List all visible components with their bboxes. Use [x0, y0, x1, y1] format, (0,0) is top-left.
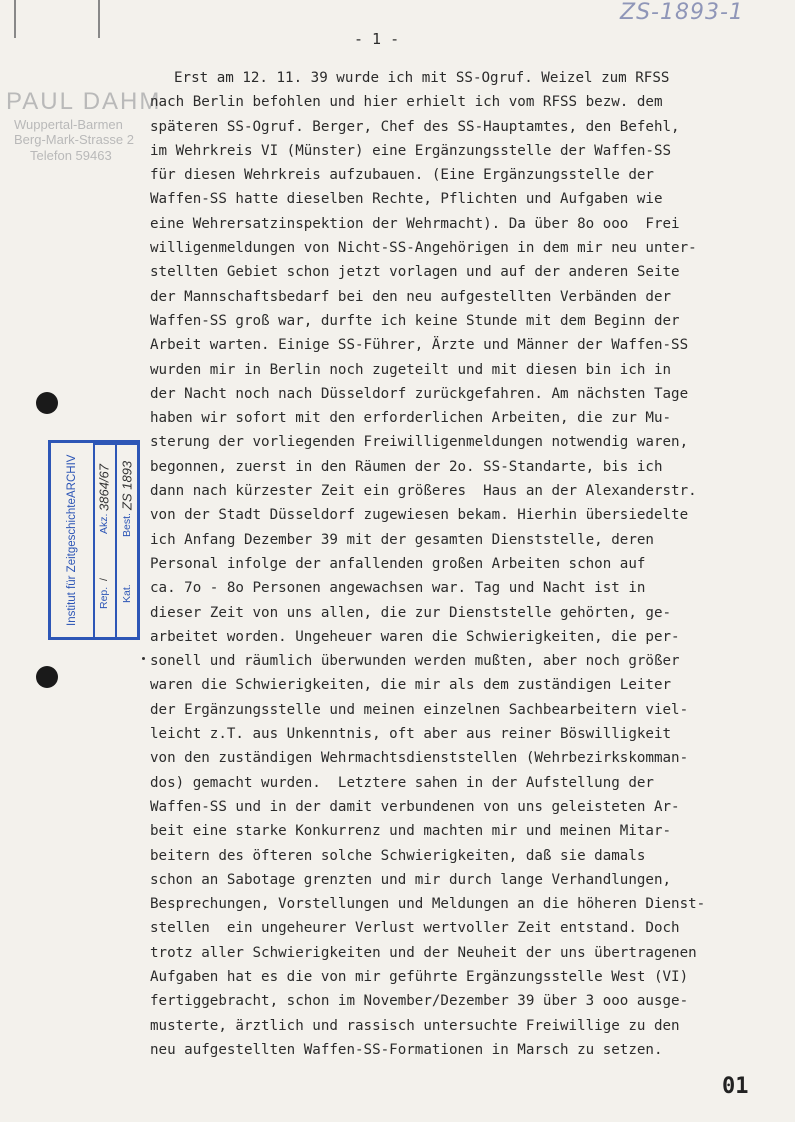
- text-line: Arbeit warten. Einige SS-Führer, Ärzte und Männer der Waffen-SS: [150, 337, 689, 354]
- folio-number: 01: [722, 1074, 749, 1099]
- text-line: von der Stadt Düsseldorf zugewiesen bekam. Hierhin übersiedelte: [150, 507, 689, 524]
- text-line: trotz aller Schwierigkeiten und der Neuheit der uns übertragenen: [150, 944, 697, 961]
- punch-hole: [36, 666, 58, 688]
- text-line: dos) gemacht wurden. Letztere sahen in der Aufstellung der: [150, 774, 654, 791]
- text-line: schon an Sabotage grenzten und mir durch lange Verhandlungen,: [150, 871, 672, 888]
- text-line: Erst am 12. 11. 39 wurde ich mit SS-Ogruf. Weizel zum RFSS: [174, 70, 670, 86]
- text-line: arbeitet worden. Ungeheuer waren die Schwierigkeiten, die per-: [150, 628, 680, 645]
- text-line: eine Wehrersatzinspektion der Wehrmacht). Da über 8o ooo Frei: [150, 215, 680, 232]
- punch-hole: [36, 392, 58, 414]
- ink-dot: [142, 657, 145, 660]
- text-line: sterung der vorliegenden Freiwilligenmeldungen notwendig waren,: [150, 434, 689, 451]
- text-line: beitern des öfteren solche Schwierigkeiten, daß sie damals: [150, 847, 646, 864]
- text-line: Aufgaben hat es die von mir geführte Ergänzungsstelle West (VI): [150, 968, 689, 985]
- text-line: stellen ein ungeheurer Verlust wertvoller Zeit entstand. Doch: [150, 920, 680, 937]
- edge-mark: [14, 0, 16, 38]
- text-line: dann nach kürzester Zeit ein größeres Haus an der Alexanderstr.: [150, 483, 697, 500]
- letterhead-name: PAUL DAHM: [6, 88, 162, 115]
- text-line: ca. 7o - 8o Personen angewachsen war. Tag und Nacht ist in: [150, 580, 646, 597]
- letterhead-phone: Telefon 59463: [30, 147, 112, 163]
- stamp-kat: Kat.: [121, 584, 133, 604]
- text-line: fertiggebracht, schon im November/Dezember 39 über 3 ooo ausge-: [150, 993, 689, 1010]
- text-line: Waffen-SS und in der damit verbundenen von uns geleisteten Ar-: [150, 798, 680, 815]
- text-line: neu aufgestellten Waffen-SS-Formationen in Marsch zu setzen.: [150, 1041, 663, 1058]
- text-line: der Ergänzungsstelle und meinen einzelnen Sachbearbeitern viel-: [150, 701, 689, 718]
- text-line: beit eine starke Konkurrenz und machten mir und meinen Mitar-: [150, 823, 672, 840]
- letterhead-stamp: [0, 88, 170, 164]
- text-line: der Mannschaftsbedarf bei den neu aufgestellten Verbänden der: [150, 288, 672, 305]
- stamp-rep-value: /: [98, 578, 110, 582]
- text-line: Personal infolge der anfallenden großen Arbeiten schon auf: [150, 555, 646, 572]
- text-line: für diesen Wehrkreis aufzubauen. (Eine Ergänzungsstelle der: [150, 167, 654, 184]
- stamp-institute: Institut für Zeitgeschichte ARCHIV: [51, 443, 95, 637]
- text-line: willigenmeldungen von Nicht-SS-Angehörigen in dem mir neu unter-: [150, 240, 697, 257]
- letterhead-city: Wuppertal-Barmen: [14, 116, 123, 132]
- text-line: leicht z.T. aus Unkenntnis, oft aber aus reiner Böswilligkeit: [150, 726, 672, 743]
- text-line: wurden mir in Berlin noch zugeteilt und mit diesen bin ich in: [150, 361, 672, 378]
- text-line: Waffen-SS hatte dieselben Rechte, Pflichten und Aufgaben wie: [150, 191, 663, 208]
- text-line: sonell und räumlich überwunden werden mußten, aber noch größer: [150, 653, 680, 670]
- archive-stamp: [48, 440, 140, 640]
- page-number: - 1 -: [354, 30, 400, 48]
- text-line: begonnen, zuerst in den Räumen der 2o. SS-Standarte, bis ich: [150, 458, 663, 475]
- text-line: Besprechungen, Vorstellungen und Meldungen an die höheren Dienst-: [150, 896, 706, 913]
- text-line: haben wir sofort mit den erforderlichen Arbeiten, die zur Mu-: [150, 410, 672, 427]
- body-text: [150, 66, 790, 1062]
- text-line: ich Anfang Dezember 39 mit der gesamten Dienststelle, deren: [150, 531, 654, 548]
- stamp-grid: [93, 443, 137, 637]
- stamp-best-value: ZS 1893: [119, 461, 135, 511]
- stamp-archive: ARCHIV: [65, 454, 78, 498]
- text-line: dieser Zeit von uns allen, die zur Dienststelle gehörten, ge-: [150, 604, 672, 621]
- text-line: späteren SS-Ogruf. Berger, Chef des SS-Hauptamtes, den Befehl,: [150, 118, 680, 135]
- archive-number: ZS-1893-1: [620, 0, 744, 25]
- text-line: stellten Gebiet schon jetzt vorlagen und auf der anderen Seite: [150, 264, 680, 281]
- text-line: waren die Schwierigkeiten, die mir als dem zuständigen Leiter: [150, 677, 672, 694]
- stamp-akz: Akz. 3864/67: [93, 443, 115, 553]
- text-line: Waffen-SS groß war, durfte ich keine Stunde mit dem Beginn der: [150, 312, 680, 329]
- stamp-best: Best. ZS 1893: [117, 443, 137, 553]
- text-line: nach Berlin befohlen und hier erhielt ich vom RFSS bezw. dem: [150, 94, 663, 111]
- text-line: von den zuständigen Wehrmachtsdienststellen (Wehrbezirkskomman-: [150, 750, 689, 767]
- letterhead-street: Berg-Mark-Strasse 2: [14, 132, 134, 148]
- edge-mark: [98, 0, 100, 38]
- stamp-rep: Rep. /: [98, 578, 110, 610]
- text-line: im Wehrkreis VI (Münster) eine Ergänzungsstelle der Waffen-SS: [150, 142, 672, 159]
- text-line: musterte, ärztlich und rassisch untersuchte Freiwillige zu den: [150, 1017, 680, 1034]
- stamp-akz-value: 3864/67: [96, 463, 112, 511]
- text-line: der Nacht noch nach Düsseldorf zurückgefahren. Am nächsten Tage: [150, 385, 689, 402]
